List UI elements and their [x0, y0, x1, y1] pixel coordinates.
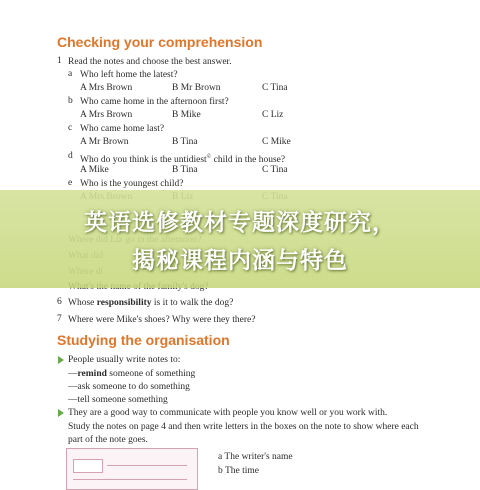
question-text-pre: Whose: [68, 298, 97, 308]
box-option: a The writer's name: [218, 452, 293, 462]
dash: —: [68, 369, 78, 379]
question-text: Who came home last?: [80, 124, 165, 134]
question-text-part: Who do you think is the untidiest: [80, 155, 207, 166]
question-text: Who came home in the afternoon first?: [80, 97, 229, 107]
instruction-number: 1: [57, 56, 62, 66]
bullet-arrow-icon: [58, 356, 64, 364]
option-b: B Tina: [172, 165, 198, 175]
section-heading-organisation: Studying the organisation: [57, 332, 230, 348]
question-text: [68, 297, 233, 309]
question-letter: d: [68, 151, 73, 161]
superscript-marker: ©: [206, 154, 212, 160]
list-item-rest: tell someone something: [77, 395, 168, 405]
option-a: A Mr Brown: [80, 137, 129, 147]
dash: —: [68, 382, 78, 392]
note-illustration: [66, 448, 198, 490]
banner-title-line2: 揭秘课程内涵与特色: [132, 248, 348, 274]
study-instruction: Study the notes on page 4 and then write letters in the boxes on the note to show where each: [68, 422, 419, 432]
instruction-text: Read the notes and choose the best answer.: [68, 57, 232, 67]
question-text-suffix: child in the house?: [213, 155, 286, 166]
option-b: B Mike: [172, 110, 201, 120]
bullet-text: They are a good way to communicate with people you know well or you work with.: [68, 408, 388, 418]
study-instruction: part of the note goes.: [68, 435, 148, 445]
question-text: [80, 151, 285, 166]
box-option: b The time: [218, 466, 259, 476]
option-b: B Tina: [172, 137, 198, 147]
question-text-bold: responsibility: [96, 298, 152, 308]
question-text-post: is it to walk the dog?: [151, 298, 234, 308]
note-line: [107, 465, 187, 466]
answer-box: [73, 459, 103, 473]
question-text: Who is the youngest child?: [80, 179, 184, 189]
option-c: C Liz: [262, 110, 284, 120]
option-c: C Tina: [262, 83, 288, 93]
option-a: A Mike: [80, 165, 109, 175]
option-c: C Tina: [262, 165, 288, 175]
list-item-bold: remind: [77, 369, 107, 379]
list-item: [68, 368, 195, 380]
dash: —: [68, 395, 78, 405]
option-c: C Mike: [262, 137, 291, 147]
banner-title-line1: 英语选修教材专题深度研究，: [84, 210, 396, 236]
option-b: B Mr Brown: [172, 83, 221, 93]
section-heading-comprehension: Checking your comprehension: [57, 34, 263, 50]
list-item: [68, 394, 168, 406]
question-letter: a: [68, 69, 73, 79]
question-letter: b: [68, 96, 73, 106]
list-item: [68, 381, 190, 393]
option-a: A Mrs Brown: [80, 83, 133, 93]
title-banner: [0, 190, 480, 288]
question-text: Where were Mike's shoes? Why were they there?: [68, 315, 256, 325]
list-item-rest: someone of something: [106, 369, 196, 379]
list-item-rest: ask someone to do something: [77, 382, 190, 392]
question-letter: c: [68, 123, 73, 133]
bullet-arrow-icon: [58, 409, 64, 417]
option-a: A Mrs Brown: [80, 110, 133, 120]
question-text: Who left home the latest?: [80, 70, 178, 80]
bullet-text: People usually write notes to:: [68, 355, 181, 365]
question-number: 7: [57, 314, 62, 324]
question-letter: e: [68, 178, 73, 188]
question-number: 6: [57, 297, 62, 307]
